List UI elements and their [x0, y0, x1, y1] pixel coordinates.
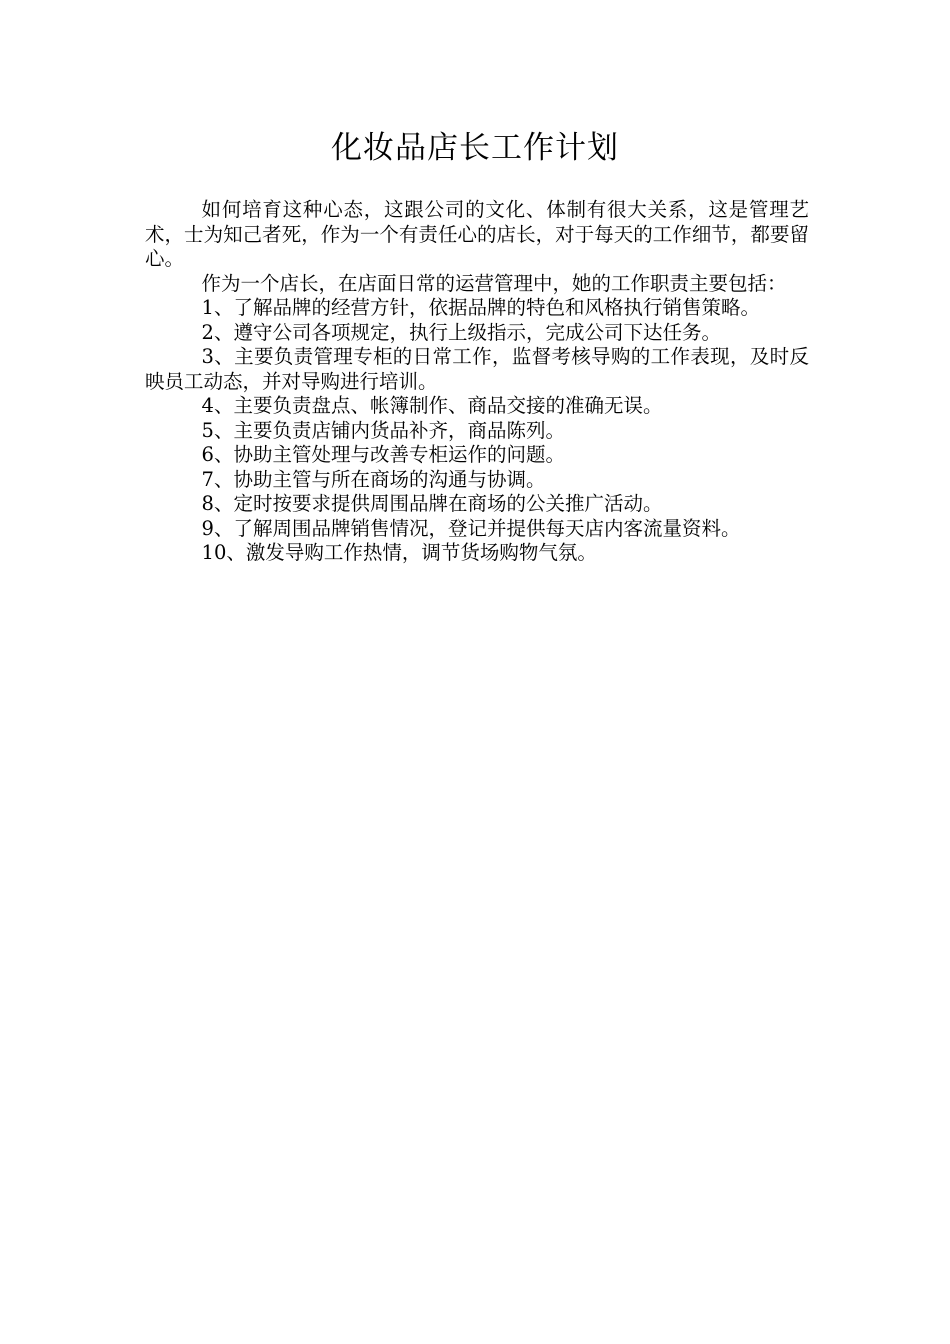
duty-item-7: 7、协助主管与所在商场的沟通与协调。 [201, 467, 546, 491]
duty-item-8: 8、定时按要求提供周围品牌在商场的公关推广活动。 [201, 492, 663, 515]
paragraph-duties-lead: 作为一个店长，在店面日常的运营管理中，她的工作职责主要包括： [201, 271, 787, 295]
duty-item-10: 10、激发导购工作热情，调节货场购物气氛。 [201, 541, 597, 564]
duty-item-6: 6、协助主管处理与改善专柜运作的问题。 [201, 443, 565, 466]
duty-item-5: 5、主要负责店铺内货品补齐，商品陈列。 [201, 418, 565, 442]
duty-item-9: 9、了解周围品牌销售情况，登记并提供每天店内客流量资料。 [201, 516, 741, 540]
document-title: 化妆品店长工作计划 [331, 130, 619, 166]
duty-item-2: 2、遵守公司各项规定，执行上级指示，完成公司下达任务。 [201, 320, 721, 344]
paragraph-intro: 如何培育这种心态，这跟公司的文化、体制有很大关系，这是管理艺术，士为知己者死，作为一个有责任心的店长，对于每天的工作细节，都要留心。 [145, 198, 809, 270]
duty-item-4: 4、主要负责盘点、帐簿制作、商品交接的准确无误。 [201, 394, 663, 417]
document-body [145, 198, 809, 566]
duty-item-3: 3、主要负责管理专柜的日常工作，监督考核导购的工作表现，及时反映员工动态，并对导购进行培训。 [145, 345, 809, 393]
duty-item-1: 1、了解品牌的经营方针，依据品牌的特色和风格执行销售策略。 [201, 296, 760, 319]
